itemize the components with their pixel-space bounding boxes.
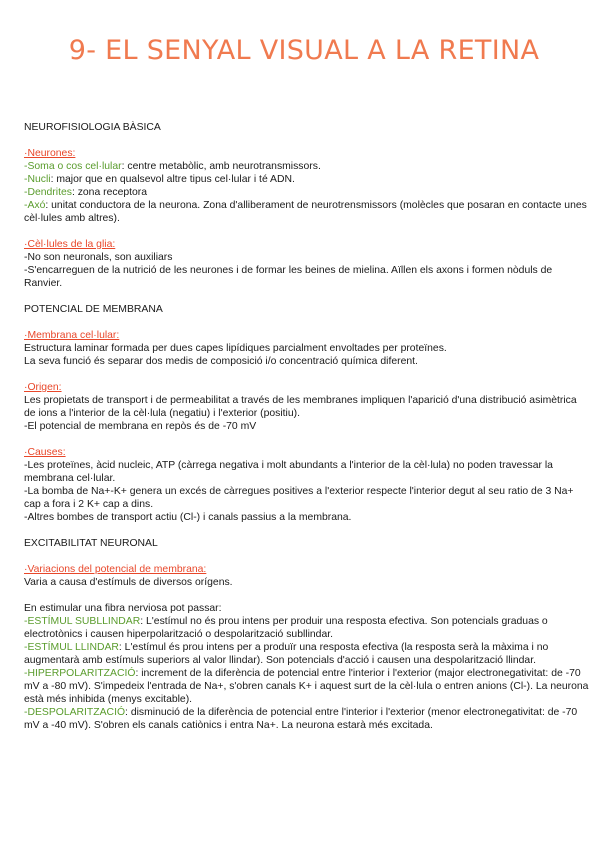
list-item — [24, 186, 590, 199]
section-heading-excitabilitat: EXCITABILITAT NEURONAL — [24, 538, 158, 549]
term-label: -DESPOLARITZACIÓ — [24, 707, 126, 718]
term-text: : L'estímul no és prou intens per produir una resposta efectiva. Son potencials graduas o electrotònics i causen hiperpolarització o despolarització subllindar. — [24, 616, 548, 640]
list-item — [24, 706, 590, 732]
origen-heading: ·Origen: — [24, 382, 62, 393]
list-item — [24, 199, 590, 225]
term-label: -HIPERPOLARITZACIÓ — [24, 668, 136, 679]
paragraph-line: En estimular una fibra nerviosa pot passar: — [24, 603, 222, 614]
list-item — [24, 173, 590, 186]
list-item — [24, 615, 590, 641]
variacions-heading: ·Variacions del potencial de membrana: — [24, 564, 207, 575]
list-item — [24, 641, 590, 667]
membrana-block — [24, 329, 590, 368]
document-body — [24, 121, 590, 745]
origen-block — [24, 381, 590, 433]
glia-heading: ·Cèl·lules de la glia: — [24, 239, 116, 250]
causes-heading: ·Causes: — [24, 447, 66, 458]
paragraph-line: -El potencial de membrana en repòs és de -70 mV — [24, 421, 257, 432]
list-item — [24, 667, 590, 706]
term-label: -ESTÍMUL SUBLLINDAR — [24, 616, 141, 627]
term-text: : zona receptora — [71, 187, 148, 198]
term-label: -ESTÍMUL LLINDAR — [24, 642, 119, 653]
section-heading-potencial: POTENCIAL DE MEMBRANA — [24, 304, 163, 315]
paragraph-line: -Altres bombes de transport actiu (Cl-) i canals passius a la membrana. — [24, 512, 352, 523]
paragraph-line: -La bomba de Na+-K+ genera un excés de càrregues positives a l'exterior respecte l'interior degut al seu ratio de 3 Na+ cap a fora i 2 K+ cap a dins. — [24, 486, 574, 510]
paragraph-line: La seva funció és separar dos medis de composició i/o concentració química diferent. — [24, 356, 418, 367]
term-text: : unitat conductora de la neurona. Zona d'alliberament de neurotrensmissors (molècles que posaran en contacte unes cèl·lules amb altres). — [24, 200, 587, 224]
paragraph-line: -S'encarreguen de la nutrició de les neurones i de formar les beines de mielina. Aïllen els axons i formen nòduls de Ranvier. — [24, 265, 553, 289]
paragraph-line: -Les proteïnes, àcid nucleic, ATP (càrrega negativa i molt abundants a l'interior de la cèl·lula) no poden travessar la membrana cel·lular. — [24, 460, 553, 484]
paragraph-line: Les propietats de transport i de permeabilitat a través de les membranes impliquen l'aparició d'una distribució asimètrica de ions a l'interior de la cèl·lula (negatiu) i l'exterior (positiu). — [24, 395, 577, 419]
term-text: : increment de la diferència de potencial entre l'interior i l'exterior (major electronegativitat: de -70 mV a -80 mV). S'impedeix l'entrada de Na+, s'obren canals K+ i aquest surt de la cèl·lula o entren anions (Cl-). La neurona està més inhibida (menys excitable). — [24, 668, 589, 705]
variacions-block — [24, 563, 590, 589]
estimul-block — [24, 602, 590, 732]
term-label: -Soma o cos cel·lular — [24, 161, 122, 172]
paragraph-line: Estructura laminar formada per dues capes lipídiques parcialment envoltades per proteïnes. — [24, 343, 447, 354]
neurones-block — [24, 147, 590, 225]
term-label: -Dendrites — [24, 187, 72, 198]
causes-block — [24, 446, 590, 524]
membrana-heading: ·Membrana cel·lular: — [24, 330, 120, 341]
term-label: -Nucli — [24, 174, 51, 185]
section-heading-neurofisiologia: NEUROFISIOLOGIA BÀSICA — [24, 122, 161, 133]
paragraph-line: Varia a causa d'estímuls de diversos orígens. — [24, 577, 233, 588]
term-text: : L'estímul és prou intens per a produïr una resposta efectiva (la resposta serà la màxima i no augmentarà amb estímuls superiors al valor llindar). Son potencials d'acció i causen una despolarització llindar. — [24, 642, 549, 666]
term-text: : centre metabòlic, amb neurotransmissors. — [121, 161, 321, 172]
term-label: -Axó — [24, 200, 46, 211]
term-text: : major que en qualsevol altre tipus cel·lular i té ADN. — [50, 174, 295, 185]
term-text: : disminució de la diferència de potencial entre l'interior i l'exterior (menor electronegativitat: de -70 mV a -40 mV). S'obren els canals catiònics i entra Na+. La neurona estarà més excitada. — [24, 707, 578, 731]
list-item — [24, 160, 590, 173]
glia-block — [24, 238, 590, 290]
paragraph-line: -No son neuronals, son auxiliars — [24, 252, 173, 263]
neurones-heading: ·Neurones: — [24, 148, 76, 159]
page-title: 9- EL SENYAL VISUAL A LA RETINA — [68, 35, 540, 66]
